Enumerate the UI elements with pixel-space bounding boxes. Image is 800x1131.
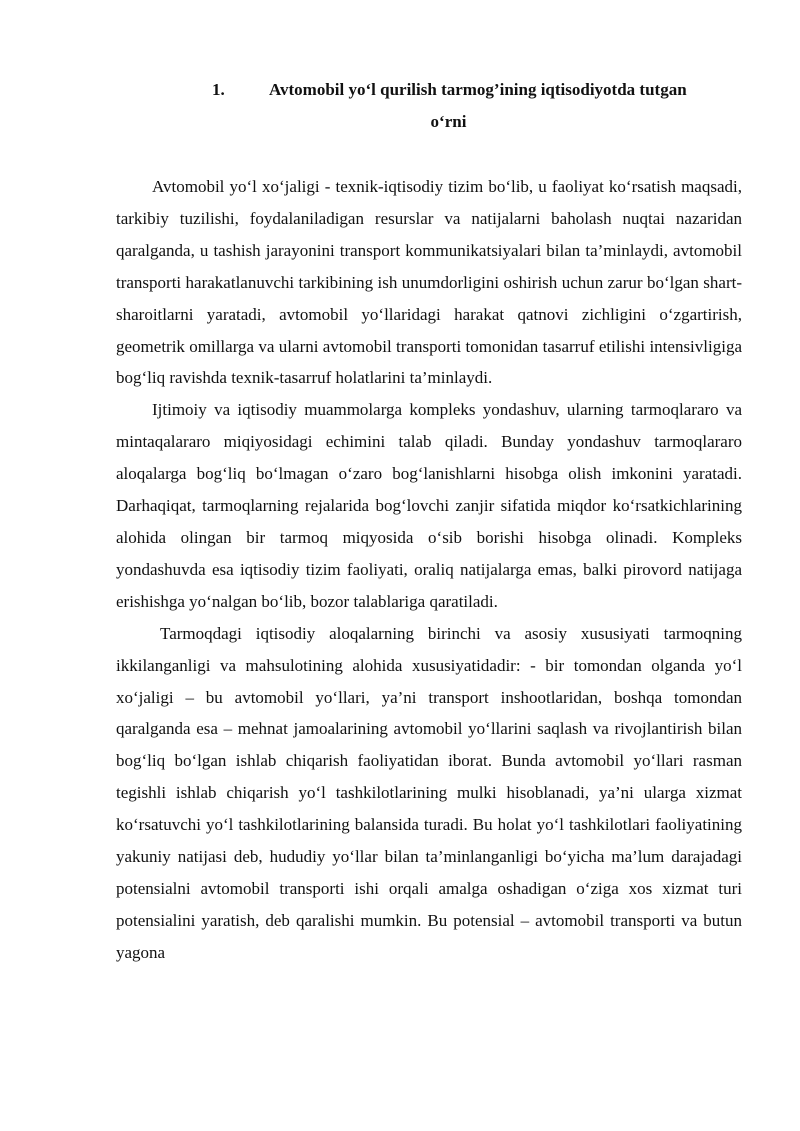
section-title-line-1: Avtomobil yo‘l qurilish tarmog’ining iqtisodiyotda tutgan — [269, 80, 687, 99]
paragraph: Avtomobil yo‘l xo‘jaligi - texnik-iqtisodiy tizim bo‘lib, u faoliyat ko‘rsatish maqsadi, tarkibiy tuzilishi, foydalaniladigan resurslar va natijalarni baholash nuqtai nazaridan qaralganda, u tashish jarayonini transport kommunikatsiyalari bilan ta’minlaydi, avtomobil transporti harakatlanuvchi tarkibining ish unumdorligini oshirish uchun zarur bo‘lgan shart-sharoitlarni yaratadi, avtomobil yo‘llaridagi harakat qatnovi zichligini o‘zgartirish, geometrik omillarga va ularni avtomobil transporti tomonidan tasarruf etilishi intensivligiga bog‘liq ravishda texnik-tasarruf holatlarini ta’minlaydi. — [116, 177, 742, 388]
paragraph: Tarmoqdagi iqtisodiy aloqalarning birinchi va asosiy xususiyati tarmoqning ikkilanganligi va mahsulotining alohida xususiyatidadir: - bir tomondan olganda yo‘l xo‘jaligi – bu avtomobil yo‘llari, ya’ni transport inshootlaridan, boshqa tomondan qaralganda esa – mehnat jamoalarining avtomobil yo‘llarini saqlash va rivojlantirish bilan bog‘liq bo‘lgan ishlab chiqarish faoliyatidan iborat. Bunda avtomobil yo‘llari rasman tegishli ishlab chiqarish yo‘l tashkilotlarining mulki hisoblanadi, ya’ni ularga xizmat ko‘rsatuvchi yo‘l tashkilotlarining balansida turadi. Bu holat yo‘l tashkilotlari faoliyatining yakuniy natijasi deb, hududiy yo‘llar bilan ta’minlanganligi bo‘yicha ma’lum darajadagi potensialni avtomobil transporti ishi orqali amalga oshadigan o‘ziga xos xizmat turi potensialini yaratish, deb qaralishi mumkin. Bu potensial – avtomobil transporti va butun yagona — [116, 623, 742, 962]
section-title-line-2: o‘rni — [430, 112, 467, 131]
body-text — [116, 171, 742, 969]
section-number: 1. — [212, 80, 225, 99]
paragraph: Ijtimoiy va iqtisodiy muammolarga kompleks yondashuv, ularning tarmoqlararo va mintaqalararo miqiyosidagi echimini talab qiladi. Bunday yondashuv tarmoqlararo aloqalarga bog‘liq bo‘lmagan o‘zaro bog‘lanishlarni hisobga olish imkonini yaratadi. Darhaqiqat, tarmoqlarning rejalarida bog‘lovchi zanjir sifatida miqdor ko‘rsatkichlarining alohida olingan bir tarmoq miqyosida o‘sib borishi hisobga olinadi. Kompleks yondashuvda esa iqtisodiy tizim faoliyati, oraliq natijalarga emas, balki pirovord natijaga erishishga yo‘nalgan bo‘lib, bozor talablariga qaratiladi. — [116, 400, 742, 611]
